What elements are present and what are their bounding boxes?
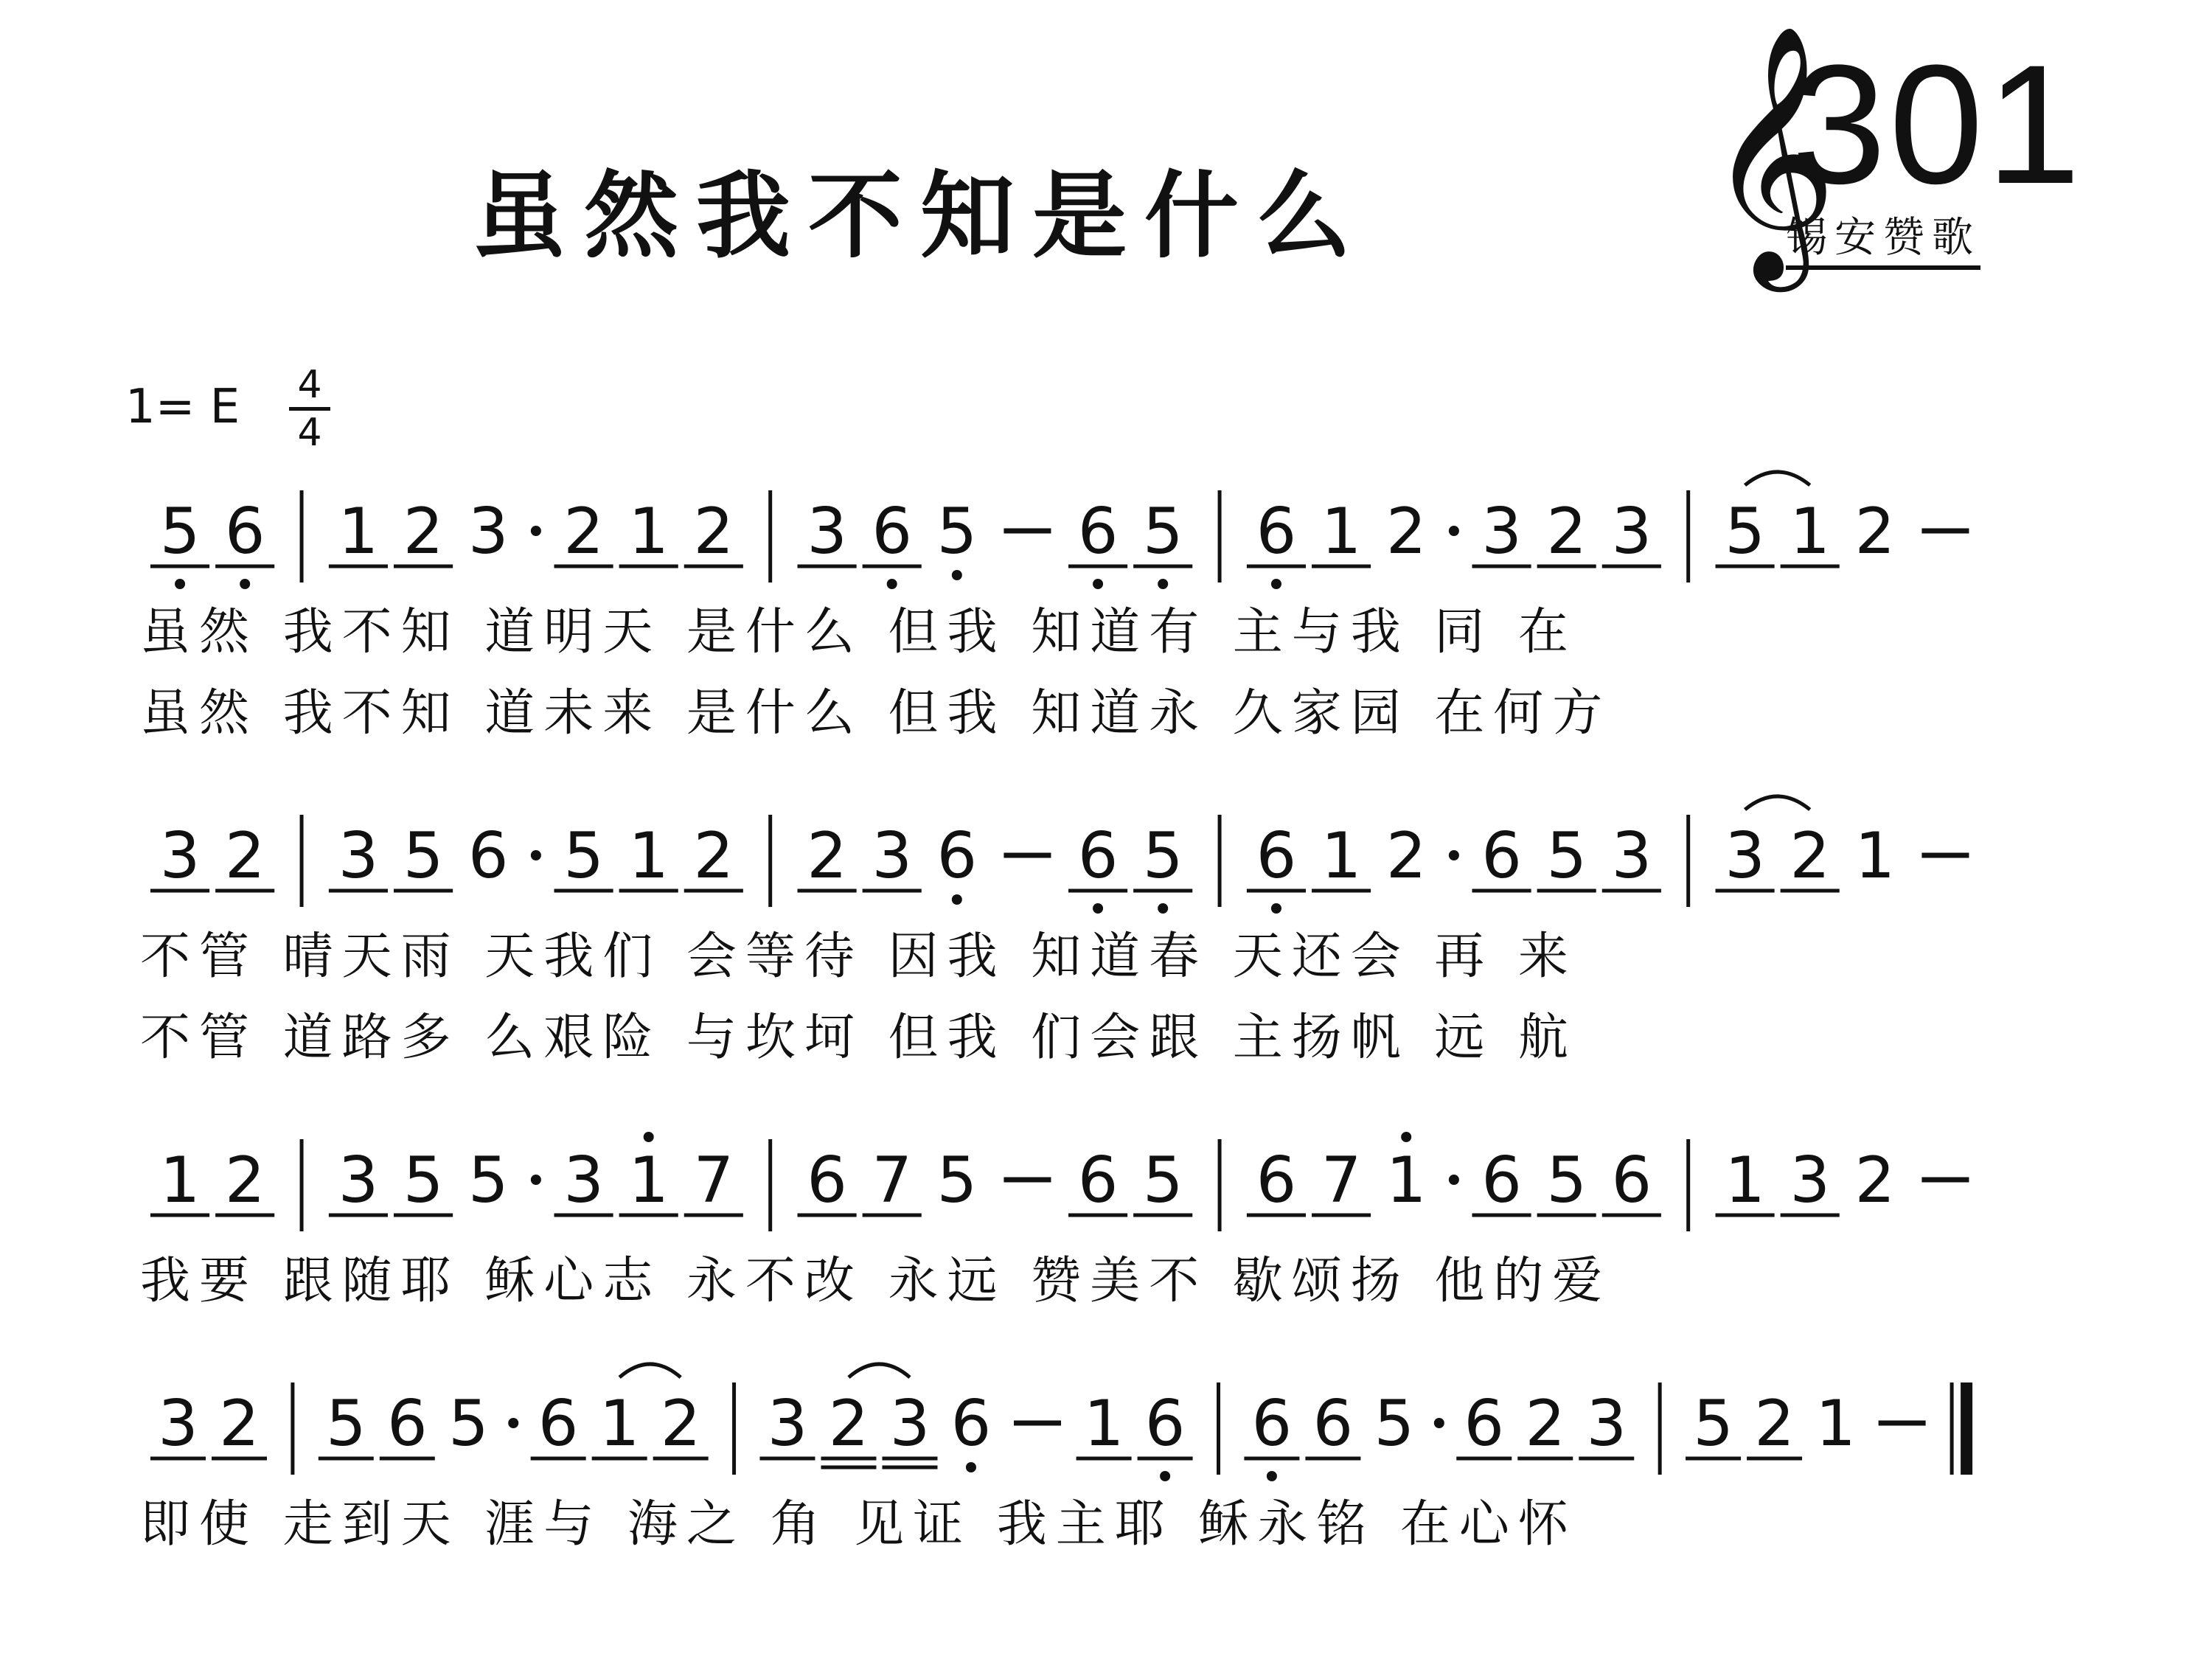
- octave-dot-below: [952, 570, 962, 580]
- note: 1: [159, 1144, 201, 1217]
- augmentation-dot: [508, 1418, 518, 1428]
- logo-number: 301: [1792, 29, 2084, 219]
- note: 6: [1077, 495, 1119, 568]
- note: 2: [1854, 495, 1896, 568]
- note: 3: [1790, 1144, 1831, 1217]
- octave-dot-below: [1271, 903, 1281, 914]
- note: 6: [1611, 1144, 1652, 1217]
- lyric-line: 不管 晴天雨 天我们 会等待 因我 知道春 天还会 再 来: [140, 928, 1577, 986]
- octave-dot-below: [887, 579, 897, 589]
- note: 2: [1546, 495, 1587, 568]
- octave-dot-below: [1267, 1471, 1277, 1481]
- note: 6: [1144, 1387, 1186, 1461]
- note: 1: [1725, 1144, 1765, 1217]
- note: 6: [872, 495, 913, 568]
- note: 6: [386, 1387, 428, 1461]
- note: 5: [936, 1144, 978, 1217]
- note: 6: [1256, 819, 1297, 893]
- note: 2: [1385, 495, 1427, 568]
- note: 1: [1854, 819, 1896, 893]
- note: 7: [693, 1144, 734, 1217]
- tie-arc: [1745, 472, 1810, 485]
- note: 2: [219, 1387, 260, 1461]
- note: 2: [1754, 1387, 1795, 1461]
- note: 1: [1321, 819, 1362, 893]
- note: 3: [338, 819, 379, 893]
- octave-dot-below: [1160, 1471, 1170, 1481]
- note: 6: [950, 1387, 992, 1461]
- note: 1: [628, 1144, 669, 1217]
- note: 5: [159, 495, 201, 568]
- note: 5: [936, 495, 978, 568]
- note: 5: [1142, 495, 1183, 568]
- augmentation-dot: [531, 526, 541, 536]
- note: 6: [467, 819, 509, 893]
- note: 1: [1083, 1387, 1124, 1461]
- note: 6: [1251, 1387, 1293, 1461]
- note: 1: [1790, 495, 1831, 568]
- note: 3: [889, 1387, 931, 1461]
- note: 5: [1546, 1144, 1587, 1217]
- note: 2: [1525, 1387, 1566, 1461]
- octave-dot-below: [1271, 579, 1281, 589]
- octave-dot-below: [1158, 903, 1168, 914]
- note: 3: [1481, 495, 1522, 568]
- note: 2: [224, 819, 265, 893]
- time-signature-denominator: 4: [297, 411, 322, 455]
- note: 2: [1385, 819, 1427, 893]
- octave-dot-below: [240, 579, 250, 589]
- note: 6: [1256, 495, 1297, 568]
- note: 3: [467, 495, 509, 568]
- augmentation-dot: [531, 850, 541, 860]
- lyric-line: 我要 跟随耶 稣心志 永不改 永远 赞美不 歇颂扬 他的爱: [140, 1252, 1612, 1310]
- octave-dot-above: [644, 1132, 654, 1142]
- note: 2: [563, 495, 604, 568]
- note: 2: [1790, 819, 1831, 893]
- note: 5: [403, 1144, 444, 1217]
- note: 3: [338, 1144, 379, 1217]
- note: 5: [403, 819, 444, 893]
- note: 1: [628, 819, 669, 893]
- note: 6: [1464, 1387, 1505, 1461]
- note: 7: [1321, 1144, 1362, 1217]
- note: 6: [538, 1387, 579, 1461]
- note: 5: [1725, 495, 1765, 568]
- note: 1: [1321, 495, 1362, 568]
- song-title: 虽然我不知是什么: [472, 161, 1369, 271]
- octave-dot-below: [952, 894, 962, 905]
- note: 3: [767, 1387, 808, 1461]
- lyric-line: 虽然 我不知 道未来 是什么 但我 知道永 久家园 在何方: [140, 684, 1612, 742]
- lyric-line: 即使 走到天 涯与 海之 角 见证 我主耶 稣永铭 在心怀: [140, 1495, 1577, 1554]
- note: 2: [693, 495, 734, 568]
- note: 2: [224, 1144, 265, 1217]
- key-signature: 1= E: [125, 380, 240, 434]
- lyric-line: 不管 道路多 么艰险 与坎坷 但我 们会跟 主扬帆 远 航: [140, 1009, 1577, 1067]
- note: 3: [872, 819, 913, 893]
- note: 5: [563, 819, 604, 893]
- note: 1: [628, 495, 669, 568]
- lyric-line: 虽然 我不知 道明天 是什么 但我 知道有 主与我 同 在: [140, 603, 1577, 661]
- tie-arc: [849, 1364, 910, 1377]
- note: 3: [563, 1144, 604, 1217]
- treble-clef-icon: 𝄞: [1706, 23, 1837, 280]
- time-signature-numerator: 4: [297, 363, 322, 407]
- note: 5: [467, 1144, 509, 1217]
- note: 2: [403, 495, 444, 568]
- note: 3: [159, 819, 201, 893]
- note: 5: [1142, 1144, 1183, 1217]
- note: 3: [158, 1387, 198, 1461]
- note: 6: [1256, 1144, 1297, 1217]
- note: 2: [828, 1387, 869, 1461]
- note: 6: [807, 1144, 847, 1217]
- tie-arc: [1745, 796, 1810, 810]
- note: 6: [1481, 819, 1522, 893]
- octave-dot-below: [175, 579, 185, 589]
- note: 6: [1312, 1387, 1354, 1461]
- note: 1: [1815, 1387, 1856, 1461]
- note: 3: [1586, 1387, 1627, 1461]
- augmentation-dot: [1449, 1175, 1459, 1185]
- note: 2: [807, 819, 847, 893]
- note: 3: [1611, 495, 1652, 568]
- logo-subtitle: 锡安赞歌: [1786, 205, 1980, 270]
- note: 6: [224, 495, 265, 568]
- augmentation-dot: [1434, 1418, 1444, 1428]
- note: 5: [1374, 1387, 1415, 1461]
- note: 7: [872, 1144, 913, 1217]
- augmentation-dot: [1449, 526, 1459, 536]
- note: 6: [1481, 1144, 1522, 1217]
- octave-dot-below: [1158, 579, 1168, 589]
- note: 3: [1725, 819, 1765, 893]
- augmentation-dot: [1449, 850, 1459, 860]
- tie-arc: [619, 1364, 681, 1377]
- note: 5: [1693, 1387, 1733, 1461]
- note: 2: [660, 1387, 701, 1461]
- note: 6: [936, 819, 978, 893]
- octave-dot-below: [1093, 903, 1103, 914]
- note: 6: [1077, 819, 1119, 893]
- note: 1: [599, 1387, 640, 1461]
- note: 5: [1142, 819, 1183, 893]
- note: 5: [1546, 819, 1587, 893]
- note: 3: [807, 495, 847, 568]
- octave-dot-above: [1401, 1132, 1411, 1142]
- note: 3: [1611, 819, 1652, 893]
- note: 1: [338, 495, 379, 568]
- octave-dot-below: [966, 1462, 976, 1472]
- augmentation-dot: [531, 1175, 541, 1185]
- note: 5: [448, 1387, 489, 1461]
- note: 6: [1077, 1144, 1119, 1217]
- note: 2: [693, 819, 734, 893]
- note: 2: [1854, 1144, 1896, 1217]
- note: 1: [1385, 1144, 1427, 1217]
- note: 5: [325, 1387, 366, 1461]
- octave-dot-below: [1093, 579, 1103, 589]
